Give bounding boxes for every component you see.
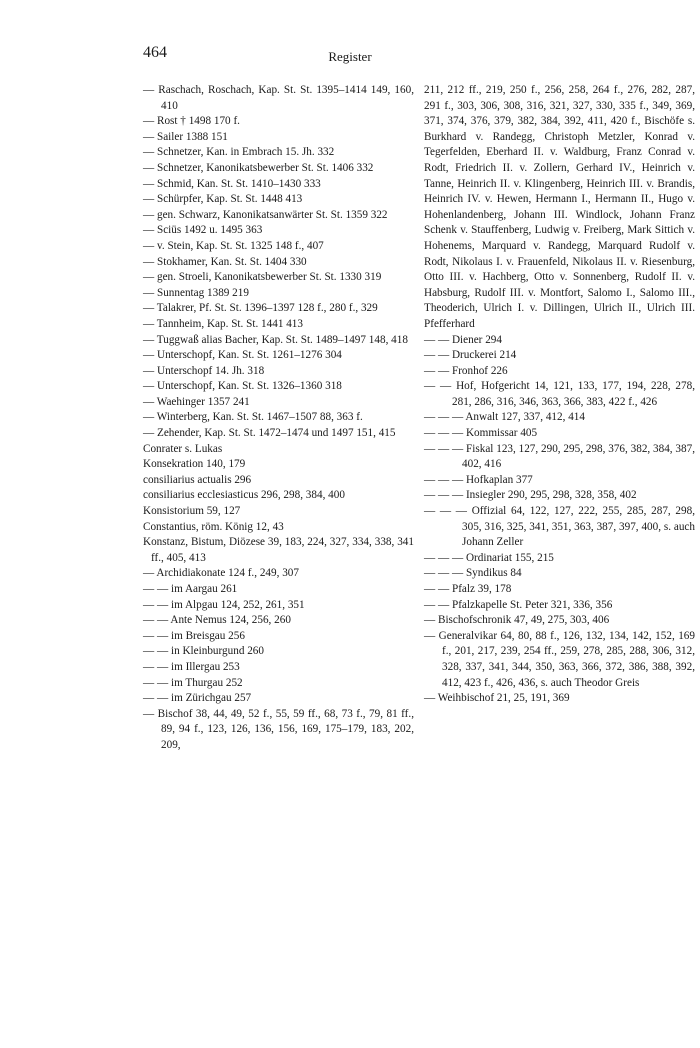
entry-text: Generalvikar 64, 80, 88 f., 126, 132, 134, 142, 152, 169 f., 201, 217, 239, 254 ff., 259, 278, 285, 288, 306, 312, 328, 337, 341, 344, 350, 363, 366, 372, 386, 388, 392, 412, 423 f., 426, 436, s. auch Theodor Greis	[438, 629, 695, 689]
index-entry	[143, 317, 414, 333]
entry-dash: — — —	[424, 551, 464, 564]
entry-dash: —	[143, 364, 155, 377]
entry-dash: — —	[424, 364, 450, 377]
entry-text: im Aargau 261	[170, 583, 238, 595]
entry-text: im Illergau 253	[170, 660, 240, 673]
entry-text: Zehender, Kap. St. St. 1472–1474 und 1497 151, 415	[156, 427, 396, 440]
entry-dash: — —	[143, 692, 169, 705]
entry-dash: —	[143, 349, 155, 362]
entry-dash: —	[143, 115, 155, 128]
entry-dash: —	[143, 411, 155, 424]
index-entry	[143, 660, 414, 676]
entry-text: Raschach, Roschach, Kap. St. St. 1395–1414 149, 160, 410	[158, 84, 414, 112]
index-entry	[424, 598, 695, 614]
index-column-left	[143, 83, 414, 754]
entry-dash: — —	[143, 614, 169, 627]
index-entry	[143, 192, 414, 208]
index-entry	[143, 457, 414, 473]
entry-text: im Alpgau 124, 252, 261, 351	[170, 598, 305, 611]
index-entry	[143, 145, 414, 161]
entry-text: Diener 294	[451, 333, 502, 346]
entry-dash: — — —	[424, 505, 467, 518]
entry-dash: —	[143, 380, 155, 393]
entry-dash: — — —	[424, 567, 464, 580]
entry-dash: —	[143, 707, 155, 720]
entry-text: Konsistorium 59, 127	[143, 505, 241, 518]
entry-text: Fiskal 123, 127, 290, 295, 298, 376, 382, 384, 387, 402, 416	[462, 442, 696, 471]
entry-text: consiliarius ecclesiasticus 296, 298, 384, 400	[143, 489, 345, 502]
entry-text: Offizial 64, 122, 127, 222, 255, 285, 287, 298, 305, 316, 325, 341, 351, 363, 387, 397, 400, s. auch Johann Zeller	[462, 505, 695, 549]
entry-text: gen. Schwarz, Kanonikatsanwärter St. St. 1359 322	[156, 208, 388, 221]
index-entry	[143, 333, 414, 349]
entry-dash: — —	[143, 598, 169, 611]
index-entry	[424, 551, 695, 567]
index-entry	[424, 426, 695, 442]
index-entry	[424, 473, 695, 489]
entry-text: im Thurgau 252	[170, 676, 243, 689]
index-entry	[424, 691, 695, 707]
index-entry	[143, 395, 414, 411]
index-entry	[143, 566, 414, 582]
entry-dash: — —	[143, 676, 169, 689]
entry-text: 211, 212 ff., 219, 250 f., 256, 258, 264 f., 276, 282, 287, 291 f., 303, 306, 308, 316, 321, 327, 330, 335 f., 349, 369, 371, 374, 376, 379, 382, 384, 392, 411, 420 f., Bischöfe s. Burkhard v. Randegg, Christoph Metzler, Konrad v. Tegerfelden, Eberhard II. v. Waldburg, Franz Conrad v. Rodt, Friedrich II. v. Zollern, Gerhard IV., Heinrich v. Tanne, Heinrich II. v. Klingenberg, Heinrich III. v. Brandis, Heinrich IV. v. Hewen, Hermann I., Hermann II., Hugo v. Hohenlandenberg, Johann III. Windlock, Johann Franz Schenk v. Stauffenberg, Ludwig v. Freiberg, Mark Sittich v. Hohenems, Marquard v. Randegg, Marquard Rudolf v. Rodt, Nikolaus I. v. Frauenfeld, Nikolaus II. v. Riesenburg, Otto III. v. Hachberg, Otto v. Sonnenberg, Rudolf II. v. Habsburg, Rudolf III. v. Montfort, Salomo I., Salomo III., Theoderich, Ulrich I. v. Dillingen, Ulrich II., Ulrich III. Pfefferhard	[424, 84, 695, 330]
entry-dash: — —	[143, 629, 169, 642]
index-entry	[143, 239, 414, 255]
entry-text: consiliarius actualis 296	[143, 473, 252, 486]
index-column-right	[424, 83, 695, 707]
index-entry	[143, 520, 414, 536]
entry-text: Fronhof 226	[451, 364, 508, 377]
index-entry	[424, 613, 695, 629]
entry-text: Schmid, Kan. St. St. 1410–1430 333	[156, 177, 321, 190]
entry-dash: —	[424, 629, 436, 642]
entry-dash: —	[143, 255, 155, 268]
entry-text: Schürpfer, Kap. St. St. 1448 413	[156, 193, 303, 206]
entry-dash: — —	[424, 349, 450, 362]
index-entry	[143, 161, 414, 177]
entry-text: Syndikus 84	[465, 567, 522, 580]
entry-dash: —	[143, 130, 155, 143]
entry-text: Tuggwaß alias Bacher, Kap. St. St. 1489–1497 148, 418	[156, 333, 408, 346]
entry-text: Archidiakonate 124 f., 249, 307	[156, 567, 299, 580]
index-entry	[424, 364, 695, 380]
index-entry	[143, 473, 414, 489]
entry-text: Unterschopf, Kan. St. St. 1326–1360 318	[156, 380, 342, 393]
entry-text: in Kleinburgund 260	[170, 645, 264, 658]
entry-dash: —	[143, 193, 155, 206]
index-entry	[424, 582, 695, 598]
page-number: 464	[143, 44, 167, 61]
index-entry	[143, 223, 414, 239]
entry-text: Rost † 1498 170 f.	[156, 115, 240, 128]
index-entry	[424, 629, 695, 691]
index-entry	[143, 488, 414, 504]
index-entry	[143, 613, 414, 629]
index-entry	[143, 676, 414, 692]
entry-text: Conrater s. Lukas	[143, 442, 223, 455]
index-entry	[424, 504, 695, 551]
entry-dash: — — —	[424, 489, 464, 502]
index-entry	[143, 582, 414, 598]
entry-text: Unterschopf, Kan. St. St. 1261–1276 304	[156, 349, 342, 362]
running-title: Register	[328, 49, 372, 64]
index-entry	[143, 535, 414, 566]
index-entry	[143, 364, 414, 380]
entry-text: Pfalz 39, 178	[451, 583, 512, 595]
index-entry	[424, 348, 695, 364]
index-entry	[143, 598, 414, 614]
index-entry	[424, 488, 695, 504]
entry-text: Tannheim, Kap. St. St. 1441 413	[156, 317, 303, 330]
entry-text: Druckerei 214	[451, 349, 517, 362]
entry-text: Insiegler 290, 295, 298, 328, 358, 402	[465, 489, 637, 502]
entry-text: Hof, Hofgericht 14, 121, 133, 177, 194, 228, 278, 281, 286, 316, 346, 363, 366, 383, 422 f., 426	[452, 380, 696, 408]
entry-dash: —	[143, 208, 155, 221]
entry-dash: — —	[424, 380, 452, 393]
entry-dash: —	[143, 395, 155, 408]
entry-dash: —	[143, 239, 155, 252]
entry-text: Sciüs 1492 u. 1495 363	[156, 224, 263, 237]
entry-dash: —	[143, 286, 155, 299]
index-entry	[424, 410, 695, 426]
index-entry	[143, 208, 414, 224]
index-entry	[143, 379, 414, 395]
index-entry	[424, 566, 695, 582]
entry-dash: — —	[424, 583, 450, 595]
entry-dash: — — —	[424, 442, 464, 455]
entry-text: im Breisgau 256	[170, 629, 245, 642]
entry-text: Konstanz, Bistum, Diözese 39, 183, 224, 327, 334, 338, 341 ff., 405, 413	[143, 536, 414, 564]
entry-dash: —	[424, 614, 436, 627]
entry-text: Anwalt 127, 337, 412, 414	[465, 411, 585, 424]
index-entry	[143, 629, 414, 645]
entry-text: Schnetzer, Kanonikatsbewerber St. St. 1406 332	[156, 161, 374, 174]
entry-dash: —	[143, 84, 155, 96]
entry-text: Ordinariat 155, 215	[465, 551, 554, 564]
index-entry	[143, 130, 414, 146]
entry-dash: —	[143, 317, 155, 330]
entry-text: Kommissar 405	[465, 427, 538, 440]
index-entry	[143, 442, 414, 458]
entry-text: Unterschopf 14. Jh. 318	[156, 364, 265, 377]
entry-text: Waehinger 1357 241	[156, 395, 250, 408]
index-entry	[143, 270, 414, 286]
index-entry	[143, 255, 414, 271]
entry-dash: —	[143, 302, 155, 315]
entry-dash: — —	[143, 660, 169, 673]
entry-dash: —	[143, 177, 155, 190]
entry-dash: — — —	[424, 427, 464, 440]
entry-text: Bischof 38, 44, 49, 52 f., 55, 59 ff., 68, 73 f., 79, 81 ff., 89, 94 f., 123, 126, 136, 156, 169, 175–179, 183, 202, 209,	[157, 707, 414, 751]
entry-text: Sunnentag 1389 219	[156, 286, 249, 299]
entry-dash: —	[143, 271, 155, 284]
entry-dash: —	[424, 692, 436, 705]
entry-dash: — —	[143, 583, 169, 595]
index-entry	[143, 644, 414, 660]
entry-text: gen. Stroeli, Kanonikatsbewerber St. St. 1330 319	[156, 271, 382, 284]
index-entry	[143, 426, 414, 442]
entry-text: Constantius, röm. König 12, 43	[143, 520, 284, 533]
entry-text: Ante Nemus 124, 256, 260	[170, 614, 291, 627]
index-entry	[143, 286, 414, 302]
index-entry	[424, 442, 695, 473]
index-entry	[143, 177, 414, 193]
index-entry	[143, 504, 414, 520]
index-entry	[424, 333, 695, 349]
entry-dash: — —	[424, 598, 450, 611]
index-entry	[143, 707, 414, 754]
entry-text: v. Stein, Kap. St. St. 1325 148 f., 407	[156, 239, 324, 252]
entry-dash: —	[143, 333, 155, 346]
entry-dash: — —	[143, 645, 169, 658]
index-entry	[143, 83, 414, 114]
entry-text: Konsekration 140, 179	[143, 458, 246, 471]
entry-dash: —	[143, 427, 155, 440]
entry-text: Weihbischof 21, 25, 191, 369	[437, 692, 570, 705]
entry-text: Bischofschronik 47, 49, 275, 303, 406	[437, 614, 610, 627]
index-entry	[143, 410, 414, 426]
entry-dash: — — —	[424, 411, 464, 424]
index-entry	[424, 83, 695, 333]
entry-dash: —	[143, 146, 155, 159]
entry-text: Hofkaplan 377	[465, 473, 533, 486]
entry-text: Schnetzer, Kan. in Embrach 15. Jh. 332	[156, 146, 335, 159]
entry-dash: —	[143, 567, 155, 580]
entry-text: Pfalzkapelle St. Peter 321, 336, 356	[451, 598, 613, 611]
entry-text: Talakrer, Pf. St. St. 1396–1397 128 f., 280 f., 329	[156, 302, 378, 315]
index-entry	[143, 301, 414, 317]
index-entry	[143, 691, 414, 707]
entry-dash: — — —	[424, 473, 464, 486]
index-entry	[424, 379, 695, 410]
entry-dash: —	[143, 161, 155, 174]
entry-text: Stokhamer, Kan. St. St. 1404 330	[156, 255, 307, 268]
entry-text: Winterberg, Kan. St. St. 1467–1507 88, 363 f.	[156, 411, 363, 424]
entry-text: im Zürichgau 257	[170, 692, 252, 705]
entry-text: Sailer 1388 151	[156, 130, 228, 143]
entry-dash: — —	[424, 333, 450, 346]
index-entry	[143, 114, 414, 130]
entry-dash: —	[143, 224, 155, 237]
index-entry	[143, 348, 414, 364]
